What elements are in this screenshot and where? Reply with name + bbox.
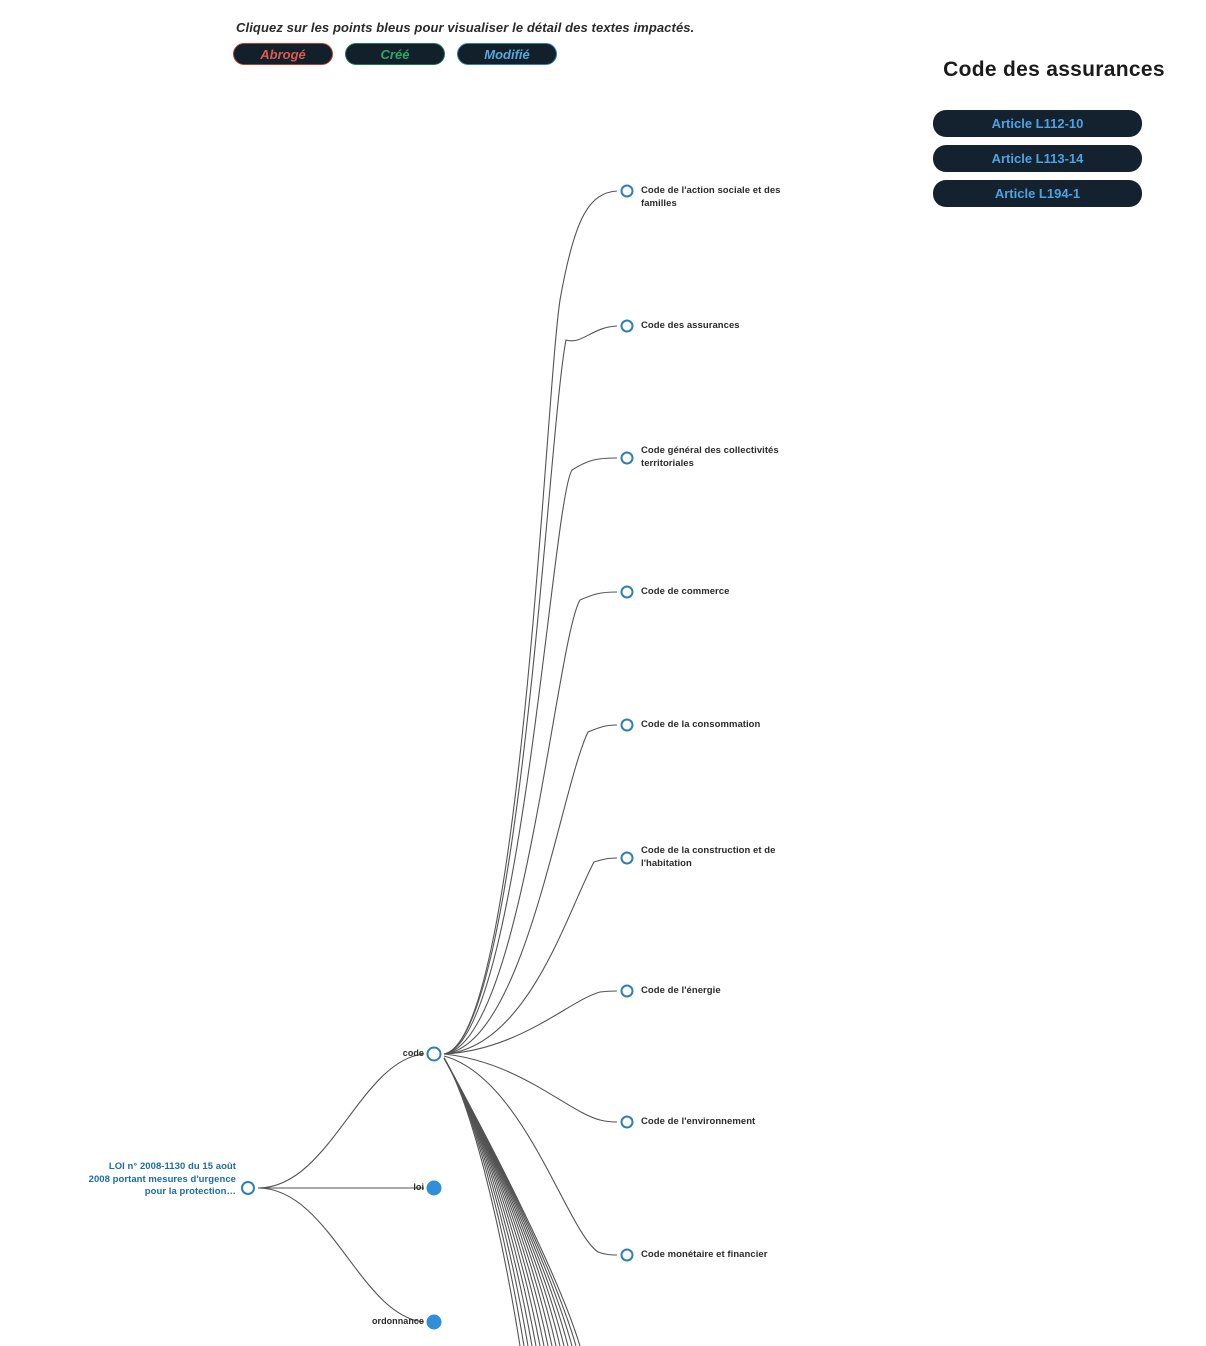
- node-label-root: LOI n° 2008-1130 du 15 août 2008 portant mesures d'urgence pour la protection…: [88, 1161, 236, 1198]
- graph-links: [258, 191, 617, 1346]
- node-label-leaf: Code de la construction et de l'habitation: [641, 845, 776, 869]
- instruction-text: Cliquez sur les points bleus pour visualiser le détail des textes impactés.: [236, 20, 695, 35]
- node-label-leaf: Code de l'environnement: [641, 1116, 756, 1127]
- node-leaf[interactable]: [622, 453, 633, 464]
- node-label-leaf: Code des assurances: [641, 320, 740, 331]
- node-root[interactable]: [242, 1182, 254, 1194]
- node-leaf[interactable]: [622, 1250, 633, 1261]
- node-leaf[interactable]: [622, 720, 633, 731]
- node-label-category-code: code: [402, 1048, 424, 1058]
- graph-nodes: [242, 186, 633, 1329]
- node-leaf[interactable]: [622, 186, 633, 197]
- node-label-leaf: Code de l'action sociale et des familles: [641, 185, 781, 209]
- panel-title: Code des assurances: [943, 58, 1165, 81]
- node-label-leaf: Code de commerce: [641, 586, 730, 597]
- node-label-leaf: Code de l'énergie: [641, 985, 721, 996]
- panel-item-article-2[interactable]: Article L113-14: [933, 145, 1142, 172]
- node-category-code[interactable]: [428, 1048, 441, 1061]
- legend-item-cree[interactable]: Créé: [345, 43, 445, 65]
- legend-item-abroge[interactable]: Abrogé: [233, 43, 333, 65]
- node-label-category-loi: loi: [413, 1182, 424, 1192]
- node-leaf[interactable]: [622, 587, 633, 598]
- panel-item-article-1[interactable]: Article L112-10: [933, 110, 1142, 137]
- node-label-leaf: Code général des collectivités territoriales: [641, 445, 779, 469]
- node-leaf[interactable]: [622, 853, 633, 864]
- legend-item-modifie[interactable]: Modifié: [457, 43, 557, 65]
- node-category-ordonnance[interactable]: [428, 1316, 441, 1329]
- node-label-category-ordonnance: ordonnance: [371, 1316, 424, 1326]
- node-category-loi[interactable]: [428, 1182, 441, 1195]
- node-leaf[interactable]: [622, 1117, 633, 1128]
- node-label-leaf: Code monétaire et financier: [641, 1249, 768, 1260]
- node-leaf[interactable]: [622, 321, 633, 332]
- panel-item-article-3[interactable]: Article L194-1: [933, 180, 1142, 207]
- node-leaf[interactable]: [622, 986, 633, 997]
- node-label-leaf: Code de la consommation: [641, 719, 761, 730]
